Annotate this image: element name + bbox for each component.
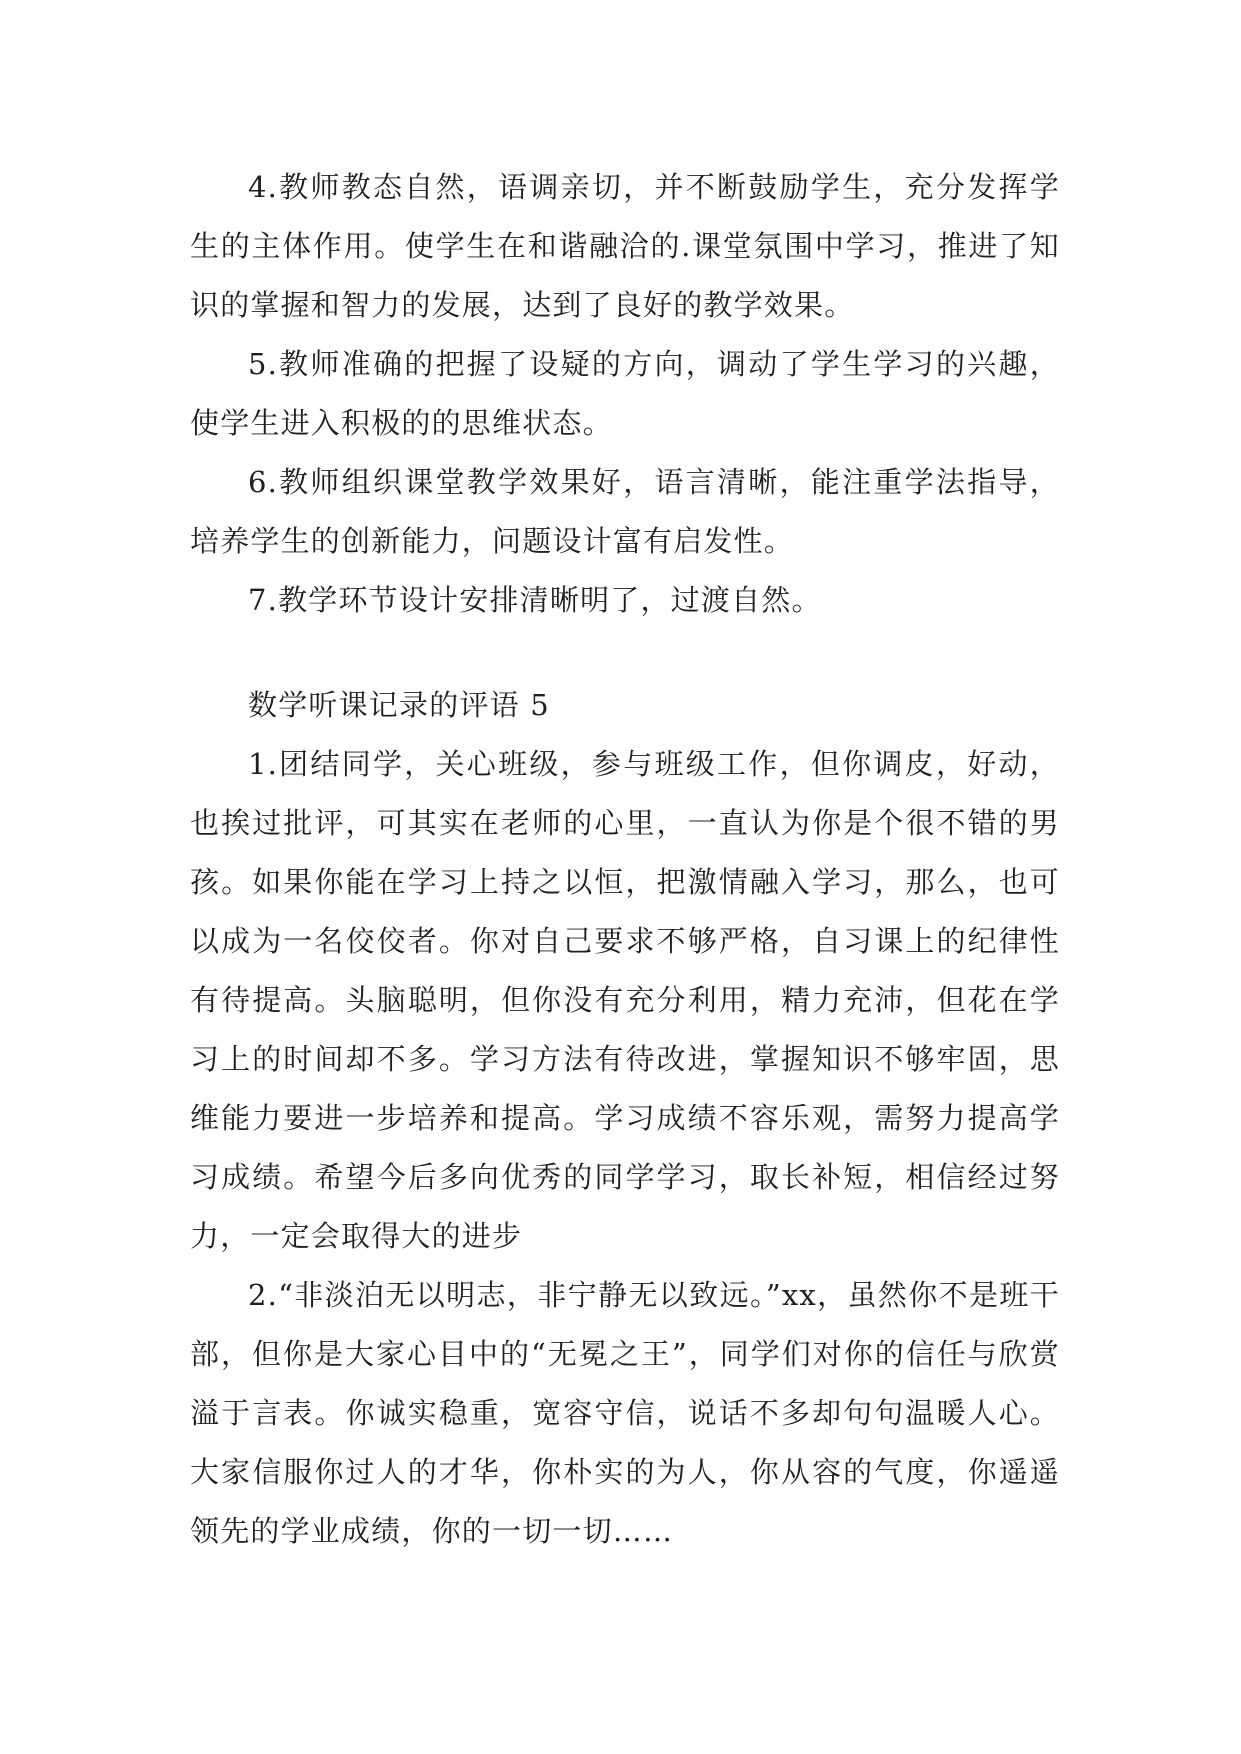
paragraph-item-1: 1.团结同学，关心班级，参与班级工作，但你调皮，好动，也挨过批评，可其实在老师的心里，一直认为你是个很不错的男孩。如果你能在学习上持之以恒，把激情融入学习，那么，也可以成为一名佼佼者。你对自己要求不够严格，自习课上的纪律性有待提高。头脑聪明，但你没有充分利用，精力充沛，但花在学习上的时间却不多。学习方法有待改进，掌握知识不够牢固，思维能力要进一步培养和提高。学习成绩不容乐观，需努力提高学习成绩。希望今后多向优秀的同学学习，取长补短，相信经过努力，一定会取得大的进步 bbox=[190, 747, 1060, 1253]
section-heading: 数学听课记录的评语 5 bbox=[248, 688, 550, 722]
paragraph-item-7: 7.教学环节设计安排清晰明了，过渡自然。 bbox=[248, 583, 822, 617]
comments-section-5 bbox=[190, 676, 1060, 1561]
comments-section-continued bbox=[190, 158, 1060, 630]
paragraph-item-5: 5.教师准确的把握了设疑的方向，调动了学生学习的兴趣，使学生进入积极的的思维状态。 bbox=[190, 347, 1060, 440]
paragraph-item-4: 4.教师教态自然，语调亲切，并不断鼓励学生，充分发挥学生的主体作用。使学生在和谐融洽的.课堂氛围中学习，推进了知识的掌握和智力的发展，达到了良好的教学效果。 bbox=[190, 170, 1060, 322]
paragraph-item-6: 6.教师组织课堂教学效果好，语言清晰，能注重学法指导，培养学生的创新能力，问题设计富有启发性。 bbox=[190, 465, 1060, 558]
paragraph-item-2: 2.“非淡泊无以明志，非宁静无以致远。”xx，虽然你不是班干部，但你是大家心目中的“无冕之王”，同学们对你的信任与欣赏溢于言表。你诚实稳重，宽容守信，说话不多却句句温暖人心。大家信服你过人的才华，你朴实的为人，你从容的气度，你遥遥领先的学业成绩，你的一切一切…… bbox=[190, 1278, 1061, 1548]
